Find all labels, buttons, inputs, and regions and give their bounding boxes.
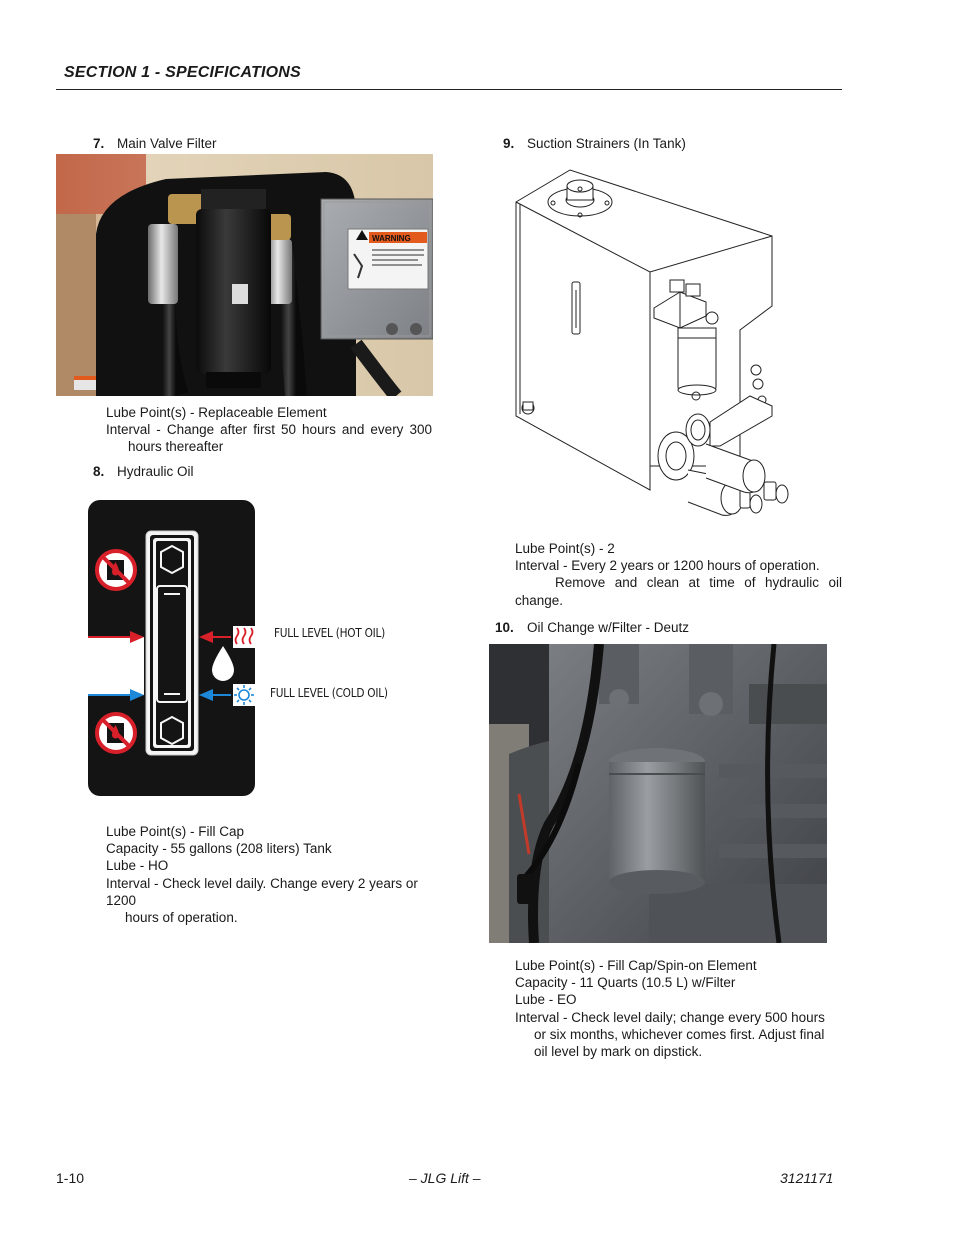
item-10-interval: Interval - Check level daily; change every 500 hours [515,1009,825,1025]
item-8-details [106,823,436,926]
item-9-number: 9. [503,136,515,151]
item-7-heading [93,136,217,151]
item-9-details [515,540,842,609]
suction-strainer-tank-illustration [510,160,800,530]
item-8-number: 8. [93,464,105,479]
item-7-interval-cont: hours thereafter [128,439,224,455]
item-8-lube-point: Lube Point(s) - Fill Cap [106,824,245,839]
item-7-number: 7. [93,136,105,151]
item-9-title: Suction Strainers (In Tank) [527,136,686,151]
no-oil-icon [97,551,135,589]
item-10-lube: Lube - EO [515,992,577,1008]
item-8-interval-cont: hours of operation. [125,910,238,926]
main-valve-filter-illustration [56,154,433,396]
doc-number: 3121171 [780,1170,834,1186]
item-7-lube-point: Lube Point(s) - Replaceable Element [106,405,327,420]
item-9-interval: Interval - Every 2 years or 1200 hours of operation. [515,558,820,574]
item-10-interval-cont2: oil level by mark on dipstick. [534,1044,703,1060]
no-oil-icon [97,714,135,752]
item-7-title: Main Valve Filter [117,136,217,151]
item-10-title: Oil Change w/Filter - Deutz [527,620,690,635]
item-10-lube-point: Lube Point(s) - Fill Cap/Spin-on Element [515,958,757,973]
item-9-lube-point: Lube Point(s) - 2 [515,541,615,556]
item-9-interval-end: change. [515,592,564,608]
item-8-interval: Interval - Check level daily. Change every 2 years or [106,875,418,891]
item-10-number: 10. [495,620,514,635]
item-8-title: Hydraulic Oil [117,464,194,479]
item-10-heading [495,620,689,635]
cold-icon [233,684,255,706]
item-7-interval: Interval - Change after first 50 hours and every 300 [106,422,432,438]
full-level-cold-label: FULL LEVEL (COLD OIL) [270,686,388,700]
item-10-interval-cont1: or six months, whichever comes first. Adjust final [534,1026,825,1042]
item-8-lube: Lube - HO [106,858,169,874]
heat-icon [233,626,255,648]
warning-label-text: WARNING [372,234,411,243]
item-8-heading [93,464,194,479]
section-title: SECTION 1 - SPECIFICATIONS [64,64,301,81]
item-7-details [106,404,432,456]
page-number: 1-10 [56,1170,85,1186]
item-9-interval-cont: Remove and clean at time of hydraulic oil [555,575,842,591]
item-10-capacity: Capacity - 11 Quarts (10.5 L) w/Filter [515,975,736,991]
footer-center: – JLG Lift – [409,1170,481,1186]
item-9-heading [503,136,686,151]
deutz-oil-filter-illustration [489,644,827,943]
full-level-hot-label: FULL LEVEL (HOT OIL) [274,626,385,640]
oil-level-gauge-illustration [86,498,406,798]
item-8-capacity: Capacity - 55 gallons (208 liters) Tank [106,841,332,857]
item-10-details [515,957,842,1060]
hydraulic-oil-level-decal [86,498,406,798]
deutz-engine-photo [489,644,827,943]
header-rule [56,89,842,90]
item-8-interval-hours: 1200 [106,892,137,908]
main-valve-filter-photo [56,154,433,396]
hydraulic-tank-drawing [510,160,800,530]
